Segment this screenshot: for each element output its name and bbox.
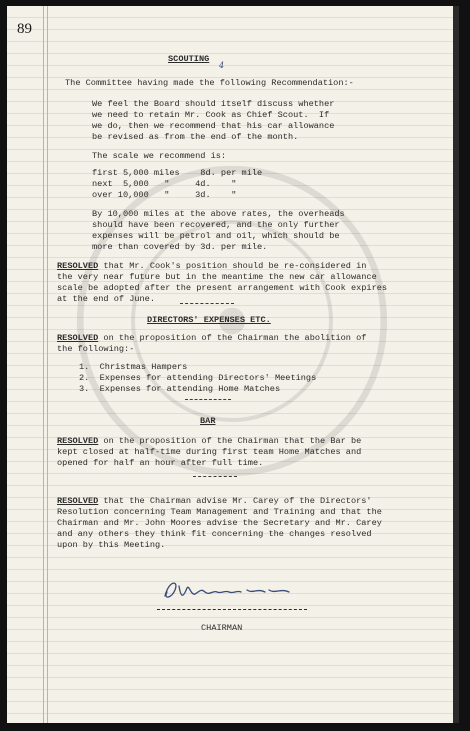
section-heading-scouting: SCOUTING bbox=[168, 54, 210, 64]
resolved-keyword: RESOLVED bbox=[57, 333, 99, 343]
resolution-line: Resolution concerning Team Management and Training and that the bbox=[57, 507, 382, 517]
recommendation-line: we do, then we recommend that his car allowance bbox=[92, 121, 335, 131]
scale-row: next 5,000 " 4d. " bbox=[92, 179, 237, 189]
page-number: 89 bbox=[17, 21, 32, 37]
resolved-keyword: RESOLVED bbox=[57, 261, 99, 271]
resolution-line: Chairman and Mr. John Moores advise the Secretary and Mr. Carey bbox=[57, 518, 382, 528]
list-item: 3. Expenses for attending Home Matches bbox=[79, 384, 281, 394]
minutes-page bbox=[7, 6, 459, 723]
resolution-line bbox=[57, 261, 366, 272]
scouting-paragraph-line: By 10,000 miles at the above rates, the overheads bbox=[92, 209, 345, 219]
section-heading-directors-expenses: DIRECTORS' EXPENSES ETC. bbox=[147, 315, 271, 325]
resolution-line: the very near future but in the meantime the new car allowance bbox=[57, 272, 377, 282]
resolved-keyword: RESOLVED bbox=[57, 436, 99, 446]
signature-line bbox=[157, 609, 307, 610]
scouting-paragraph-line: expenses will be petrol and oil, which should be bbox=[92, 231, 340, 241]
list-item: 2. Expenses for attending Directors' Meetings bbox=[79, 373, 317, 383]
resolution-text: on the proposition of the Chairman that the Bar be bbox=[98, 436, 362, 446]
recommendation-line: we need to retain Mr. Cook as Chief Scout. If bbox=[92, 110, 330, 120]
resolution-text: on the proposition of the Chairman the abolition of bbox=[98, 333, 367, 343]
scouting-intro: The Committee having made the following Recommendation:- bbox=[65, 78, 354, 88]
margin-mark: 4 bbox=[219, 61, 225, 70]
section-divider bbox=[180, 303, 234, 304]
resolution-text: that the Chairman advise Mr. Carey of the Directors' bbox=[98, 496, 372, 506]
resolution-line: and any others they think fit concerning the changes resolved bbox=[57, 529, 372, 539]
list-item: 1. Christmas Hampers bbox=[79, 362, 188, 372]
resolution-line bbox=[57, 436, 361, 447]
resolved-keyword: RESOLVED bbox=[57, 496, 99, 506]
resolution-text: that Mr. Cook's position should be re-considered in bbox=[98, 261, 367, 271]
scale-row: first 5,000 miles 8d. per mile bbox=[92, 168, 263, 178]
scale-intro: The scale we recommend is: bbox=[92, 151, 227, 161]
resolution-line: opened for half an hour after full time. bbox=[57, 458, 264, 468]
margin-rule bbox=[43, 6, 44, 723]
recommendation-line: We feel the Board should itself discuss whether bbox=[92, 99, 335, 109]
scouting-paragraph-line: more than covered by 3d. per mile. bbox=[92, 242, 268, 252]
scale-row: over 10,000 " 3d. " bbox=[92, 190, 237, 200]
section-divider bbox=[193, 476, 237, 477]
resolution-line: scale be adopted after the present arrangement with Cook expires bbox=[57, 283, 388, 293]
resolution-line bbox=[57, 333, 366, 344]
section-heading-bar: BAR bbox=[200, 416, 216, 426]
signature-label: CHAIRMAN bbox=[201, 623, 243, 633]
binding-edge bbox=[453, 6, 459, 723]
margin-rule bbox=[47, 6, 48, 723]
resolution-line: the following:- bbox=[57, 344, 135, 354]
resolution-line: upon by this Meeting. bbox=[57, 540, 166, 550]
chairman-signature bbox=[157, 576, 307, 604]
resolution-line bbox=[57, 496, 372, 507]
scouting-paragraph-line: should have been recovered, and the only further bbox=[92, 220, 340, 230]
recommendation-line: be revised as from the end of the month. bbox=[92, 132, 299, 142]
resolution-line: at the end of June. bbox=[57, 294, 155, 304]
section-divider bbox=[185, 399, 231, 400]
resolution-line: kept closed at half-time during first team Home Matches and bbox=[57, 447, 362, 457]
